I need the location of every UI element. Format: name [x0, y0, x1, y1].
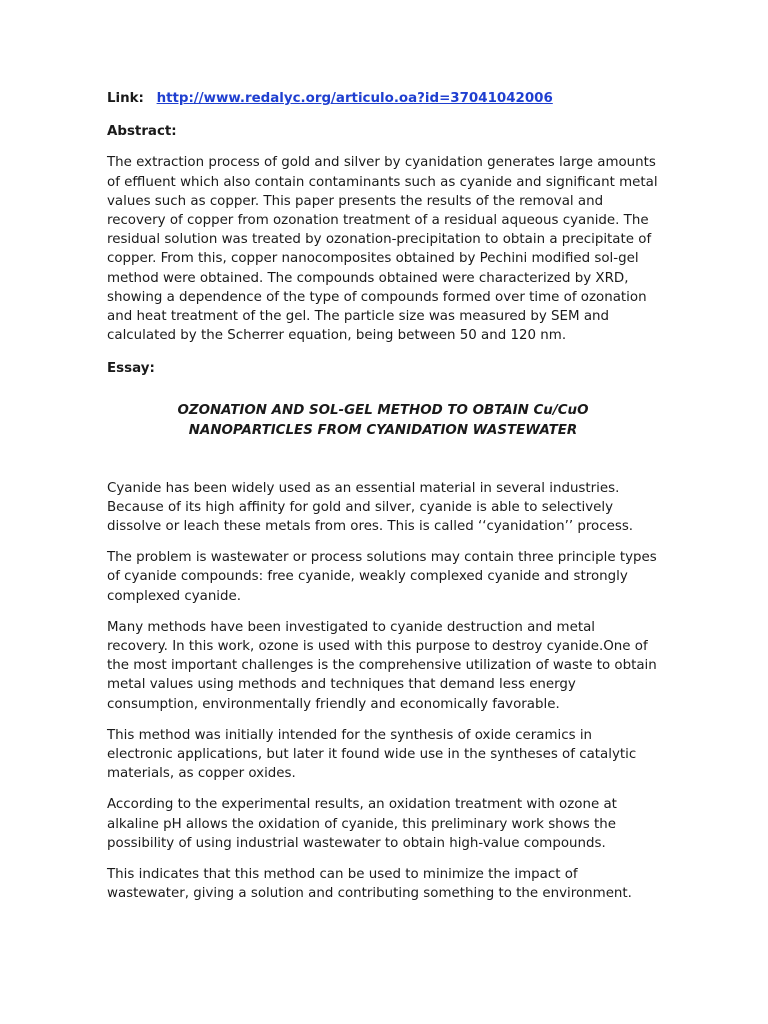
source-link[interactable]: http://www.redalyc.org/articulo.oa?id=37041042006	[156, 91, 553, 106]
essay-paragraph: This indicates that this method can be used to minimize the impact of wastewater, giving a solution and contributing something to the environment.	[107, 867, 632, 902]
essay-paragraph: Many methods have been investigated to cyanide destruction and metal recovery. In this work, ozone is used with this purpose to destroy cyanide.One of the most important challenges is the comprehensive utilization of waste to obtain metal values using methods and techniques that demand less energy consumption, environmentally friendly and economically favorable.	[107, 619, 657, 712]
essay-paragraph: The problem is wastewater or process solutions may contain three principle types of cyanide compounds: free cyanide, weakly complexed cyanide and strongly complexed cyanide.	[107, 550, 657, 604]
essay-title-line-2: NANOPARTICLES FROM CYANIDATION WASTEWATER	[188, 422, 578, 438]
essay-heading: Essay:	[107, 361, 155, 377]
link-line	[107, 89, 659, 108]
essay-title-line-1: OZONATION AND SOL-GEL METHOD TO OBTAIN Cu/CuO	[177, 402, 589, 418]
essay-paragraph: This method was initially intended for the synthesis of oxide ceramics in electronic applications, but later it found wide use in the syntheses of catalytic materials, as copper oxides.	[107, 727, 637, 782]
abstract-text: The extraction process of gold and silver by cyanidation generates large amounts of effluent which also contain contaminants such as cyanide and significant metal values such as copper. This paper presents the results of the removal and recovery of copper from ozonation treatment of a residual aqueous cyanide. The residual solution was treated by ozonation-precipitation to obtain a precipitate of copper. From this, copper nanocomposites obtained by Pechini modified sol-gel method were obtained. The compounds obtained were characterized by XRD, showing a dependence of the type of compounds formed over time of ozonation and heat treatment of the gel. The particle size was measured by SEM and calculated by the Scherrer equation, being between 50 and 120 nm.	[107, 155, 658, 344]
link-label: Link:	[107, 91, 144, 106]
essay-paragraph: According to the experimental results, an oxidation treatment with ozone at alkaline pH allows the oxidation of cyanide, this preliminary work shows the possibility of using industrial wastewater to obtain high-value compounds.	[107, 797, 617, 851]
essay-body	[107, 479, 659, 904]
abstract-heading: Abstract:	[107, 124, 177, 140]
essay-title	[107, 401, 659, 441]
document-page	[107, 89, 659, 904]
essay-paragraph: Cyanide has been widely used as an essential material in several industries. Because of its high affinity for gold and silver, cyanide is able to selectively dissolve or leach these metals from ores. This is called ‘‘cyanidation’’ process.	[107, 480, 634, 535]
